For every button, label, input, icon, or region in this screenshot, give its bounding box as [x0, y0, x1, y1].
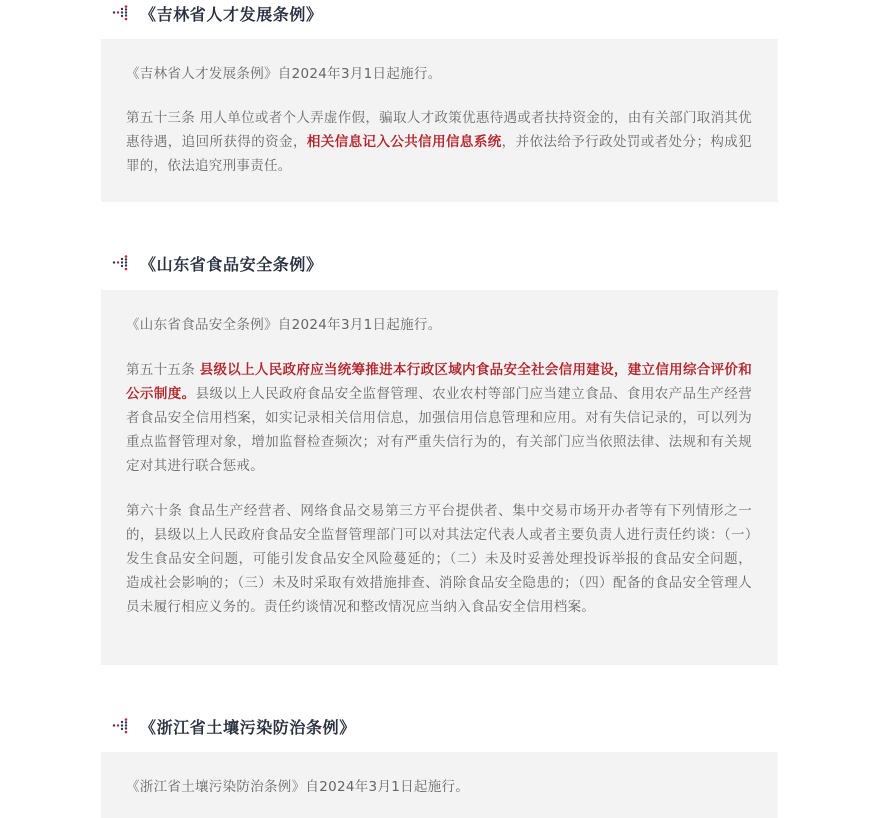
dots-icon [112, 718, 128, 734]
section-heading-zhejiang [112, 714, 356, 738]
effective-date-text: 《吉林省人才发展条例》自2024年3月1日起施行。 [126, 66, 442, 82]
article-card-zhejiang [101, 752, 778, 818]
section-title: 《吉林省人才发展条例》 [140, 4, 323, 24]
article-text: 第五十五条 [126, 362, 200, 378]
article-text: ，并依法给予行政处罚或者处分；构成犯罪的，依法追究刑事责任。 [126, 134, 752, 174]
effective-date-text: 《浙江省土壤污染防治条例》自2024年3月1日起施行。 [126, 779, 470, 795]
section-heading-shandong [112, 251, 323, 275]
article-card-jilin [101, 39, 778, 202]
article-paragraph: 第六十条 食品生产经营者、网络食品交易第三方平台提供者、集中交易市场开办者等有下列情形之一的，县级以上人民政府食品安全监督管理部门可以对其法定代表人或者主要负责人进行责任约谈：（一）发生食品安全问题，可能引发食品安全风险蔓延的；（二）未及时妥善处理投诉举报的食品安全问题，造成社会影响的；（三）未及时采取有效措施排查、消除食品安全隐患的；（四）配备的食品安全管理人员未履行相应义务的。责任约谈情况和整改情况应当纳入食品安全信用档案。 [126, 503, 752, 615]
article-paragraph [126, 358, 752, 478]
dots-icon [112, 255, 128, 271]
article-paragraph [126, 106, 752, 178]
section-title: 《山东省食品安全条例》 [140, 254, 323, 274]
emphasis-text: 相关信息记入公共信用信息系统 [306, 134, 502, 150]
article-text: 县级以上人民政府食品安全监督管理、农业农村等部门应当建立食品、食用农产品生产经营者食品安全信用档案，如实记录相关信用信息，加强信用信息管理和应用。对有失信记录的，可以列为重点监督管理对象，增加监督检查频次；对有严重失信行为的，有关部门应当依照法律、法规和有关规定对其进行联合惩戒。 [126, 386, 753, 474]
effective-date-text: 《山东省食品安全条例》自2024年3月1日起施行。 [126, 317, 442, 333]
dots-icon [112, 5, 128, 21]
section-heading-jilin [112, 1, 323, 25]
article-card-shandong [101, 290, 778, 665]
article-text: 第五十三条 用人单位或者个人弄虚作假，骗取人才政策优惠待遇或者扶持资金的，由有关部门取消其优惠待遇，追回所获得的资金， [126, 110, 752, 150]
section-title: 《浙江省土壤污染防治条例》 [140, 717, 356, 737]
emphasis-text: 县级以上人民政府应当统筹推进本行政区域内食品安全社会信用建设，建立信用综合评价和公示制度。 [126, 362, 753, 402]
